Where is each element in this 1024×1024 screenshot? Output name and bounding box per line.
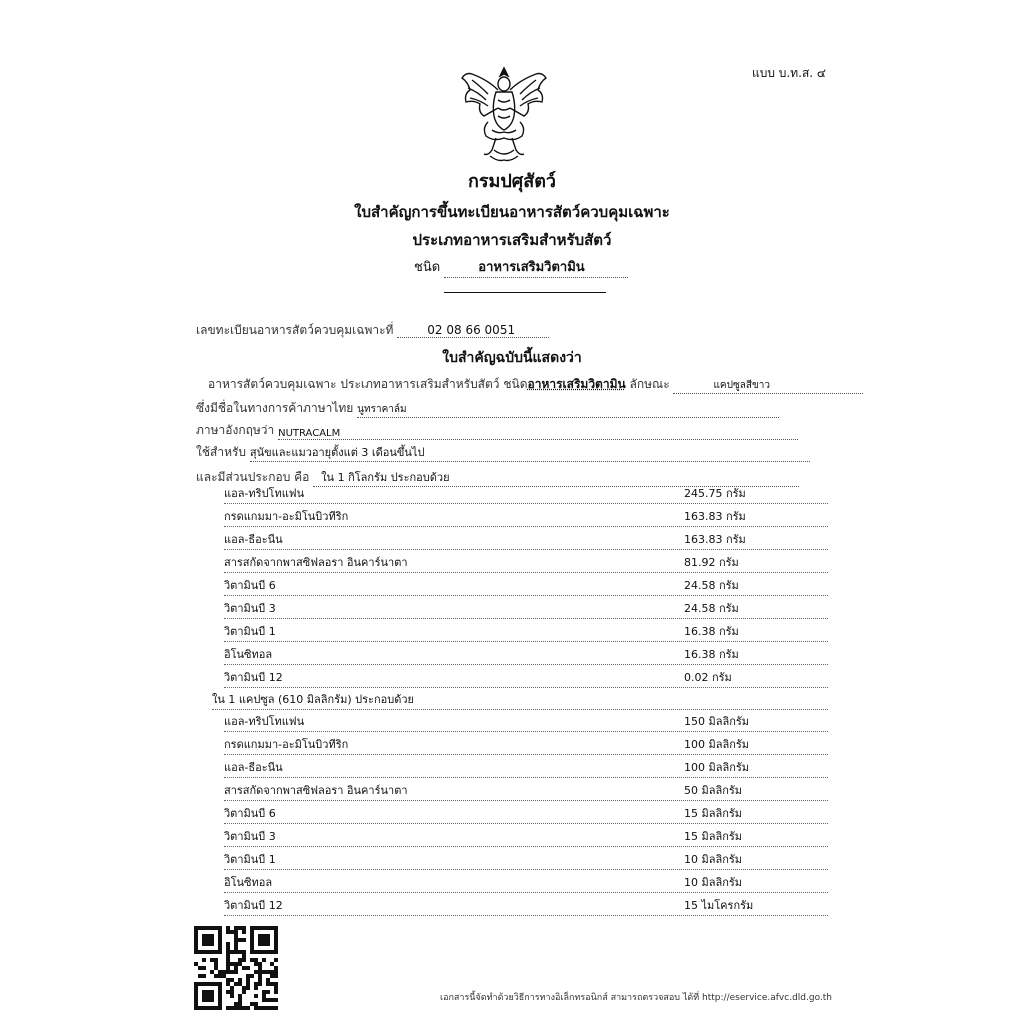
ingredient-amount: 16.38 กรัม (684, 648, 739, 661)
ingredient-name: สารสกัดจากพาสซิฟลอรา อินคาร์นาตา (224, 556, 408, 569)
ingredient-name: วิตามินบี 6 (224, 807, 276, 820)
ingredient-name: วิตามินบี 1 (224, 853, 276, 866)
form-code: แบบ บ.ท.ส. ๔ (752, 66, 826, 80)
ingredient-row (224, 624, 828, 642)
capsule-ingredient-row (224, 737, 828, 755)
type-value: อาหารเสริมวิตามิน (444, 256, 628, 278)
ingredient-amount: 15 ไมโครกรัม (684, 899, 754, 912)
ingredient-name: อิโนซิทอล (224, 876, 273, 889)
ingredient-amount: 15 มิลลิกรัม (684, 807, 743, 820)
feed-type-line (208, 375, 863, 394)
ingredient-name: สารสกัดจากพาสซิฟลอรา อินคาร์นาตา (224, 784, 408, 797)
footer-note: เอกสารนี้จัดทำด้วยวิธีการทางอิเล็กทรอนิกส์ สามารถตรวจสอบ ได้ที่ http://eservice.afvc.dld.go.th (440, 993, 833, 1003)
ingredient-amount: 15 มิลลิกรัม (684, 830, 743, 843)
shows-heading: ใบสำคัญฉบับนี้แสดงว่า (442, 350, 582, 366)
character-value: แคปซูลสีขาว (673, 378, 863, 394)
ingredient-name: กรดแกมมา-อะมิโนบิวทีริก (224, 738, 349, 751)
certificate-subtitle: ประเภทอาหารเสริมสำหรับสัตว์ (412, 231, 612, 249)
ingredient-row (224, 509, 828, 527)
ingredient-name: แอล-ธีอะนีน (224, 533, 283, 546)
ingredient-name: แอล-ทริปโทแฟน (224, 487, 305, 500)
ingredient-amount: 24.58 กรัม (684, 579, 739, 592)
for-use-label: ใช้สำหรับ (196, 445, 247, 459)
title-divider (444, 292, 606, 293)
ingredient-amount: 24.58 กรัม (684, 602, 739, 615)
ingredient-name: วิตามินบี 12 (224, 899, 283, 912)
ingredient-row (224, 647, 828, 665)
ingredient-name: แอล-ธีอะนีน (224, 761, 283, 774)
thai-name-label: ซึ่งมีชื่อในทางการค้าภาษาไทย (196, 401, 354, 415)
ingredient-name: อิโนซิทอล (224, 648, 273, 661)
ingredient-row (224, 601, 828, 619)
ingredient-amount: 100 มิลลิกรัม (684, 738, 750, 751)
capsule-ingredient-row (224, 829, 828, 847)
ingredient-amount: 100 มิลลิกรัม (684, 761, 750, 774)
ingredient-row (224, 670, 828, 688)
ingredient-row (224, 555, 828, 573)
certificate-title: ใบสำคัญการขึ้นทะเบียนอาหารสัตว์ควบคุมเฉพาะ (354, 203, 670, 221)
composition-value: ใน 1 กิโลกรัม ประกอบด้วย (313, 468, 799, 487)
capsule-ingredient-row (224, 875, 828, 893)
ingredient-name: วิตามินบี 1 (224, 625, 276, 638)
capsule-ingredient-row (224, 760, 828, 778)
capsule-ingredient-row (224, 852, 828, 870)
garuda-emblem-icon (458, 64, 550, 168)
ingredient-name: วิตามินบี 6 (224, 579, 276, 592)
feed-type-value: อาหารเสริมวิตามิน (527, 377, 626, 391)
thai-name-line (196, 399, 779, 418)
ingredient-amount: 163.83 กรัม (684, 510, 746, 523)
ingredient-row (224, 578, 828, 596)
capsule-heading: ใน 1 แคปซูล (610 มิลลิกรัม) ประกอบด้วย (212, 693, 414, 706)
registration-label: เลขทะเบียนอาหารสัตว์ควบคุมเฉพาะที่ (196, 323, 394, 337)
ingredient-name: วิตามินบี 12 (224, 671, 283, 684)
type-label: ชนิด (414, 260, 441, 275)
ingredient-amount: 163.83 กรัม (684, 533, 746, 546)
capsule-ingredient-row (224, 783, 828, 801)
capsule-ingredient-row (224, 714, 828, 732)
capsule-heading-line (212, 692, 828, 710)
ingredient-amount: 0.02 กรัม (684, 671, 732, 684)
ingredient-amount: 81.92 กรัม (684, 556, 739, 569)
composition-label: และมีส่วนประกอบ คือ (196, 470, 310, 484)
ingredient-row (224, 532, 828, 550)
character-label: ลักษณะ (629, 377, 670, 391)
feed-type-label: อาหารสัตว์ควบคุมเฉพาะ ประเภทอาหารเสริมสำหรับสัตว์ ชนิด (208, 377, 528, 391)
for-use-value: สุนัขและแมวอายุตั้งแต่ 3 เดือนขึ้นไป (250, 443, 810, 462)
ingredient-name: วิตามินบี 3 (224, 602, 276, 615)
capsule-ingredient-row (224, 898, 828, 916)
for-use-line (196, 443, 810, 462)
ingredient-row (224, 486, 828, 504)
ingredient-amount: 150 มิลลิกรัม (684, 715, 750, 728)
english-name-label: ภาษาอังกฤษว่า (196, 423, 275, 437)
ingredient-name: วิตามินบี 3 (224, 830, 276, 843)
ingredient-amount: 50 มิลลิกรัม (684, 784, 743, 797)
registration-line (196, 321, 549, 340)
type-line (414, 256, 628, 278)
ingredient-amount: 16.38 กรัม (684, 625, 739, 638)
capsule-ingredient-row (224, 806, 828, 824)
thai-name-value: นูทราคาล์ม (357, 402, 779, 418)
english-name-value: NUTRACALM (278, 428, 798, 440)
ingredient-name: กรดแกมมา-อะมิโนบิวทีริก (224, 510, 349, 523)
ingredient-amount: 10 มิลลิกรัม (684, 876, 743, 889)
english-name-line (196, 421, 798, 440)
qr-code-icon[interactable] (194, 926, 278, 1010)
ingredient-amount: 10 มิลลิกรัม (684, 853, 743, 866)
ingredient-name: แอล-ทริปโทแฟน (224, 715, 305, 728)
department-title: กรมปศุสัตว์ (467, 171, 557, 192)
registration-number: 02 08 66 0051 (397, 323, 549, 338)
ingredient-amount: 245.75 กรัม (684, 487, 746, 500)
